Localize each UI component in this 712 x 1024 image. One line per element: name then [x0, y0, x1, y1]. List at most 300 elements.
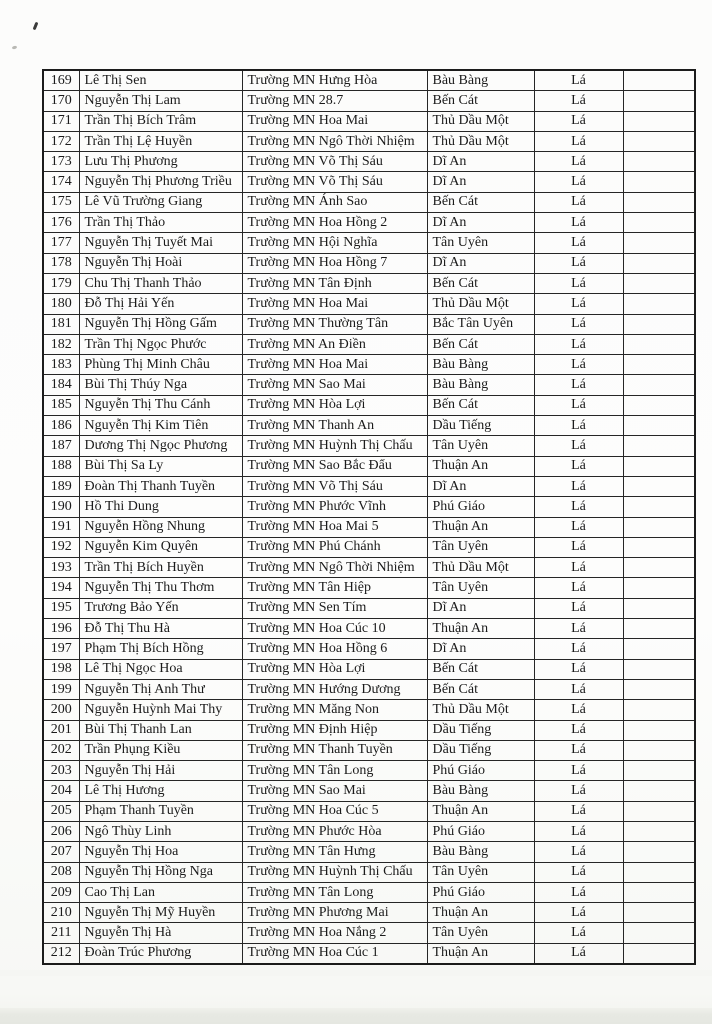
cell-person-name: Đỗ Thị Thu Hà [79, 619, 242, 639]
cell-row-number: 173 [43, 152, 79, 172]
cell-grade: Lá [534, 537, 623, 557]
cell-district: Bến Cát [427, 659, 534, 679]
cell-district: Bắc Tân Uyên [427, 314, 534, 334]
cell-school: Trường MN Hội Nghĩa [242, 233, 427, 253]
cell-note [623, 619, 695, 639]
cell-row-number: 195 [43, 598, 79, 618]
table-row [43, 111, 695, 131]
cell-person-name: Nguyễn Thị Hồng Nga [79, 862, 242, 882]
cell-person-name: Phạm Thanh Tuyền [79, 801, 242, 821]
cell-district: Tân Uyên [427, 537, 534, 557]
cell-grade: Lá [534, 253, 623, 273]
table-row [43, 761, 695, 781]
cell-grade: Lá [534, 578, 623, 598]
table-row [43, 131, 695, 151]
table-row [43, 476, 695, 496]
cell-grade: Lá [534, 821, 623, 841]
cell-note [623, 192, 695, 212]
cell-note [623, 476, 695, 496]
cell-person-name: Nguyễn Thị Hải [79, 761, 242, 781]
cell-note [623, 923, 695, 943]
cell-note [623, 537, 695, 557]
cell-grade: Lá [534, 436, 623, 456]
cell-district: Bến Cát [427, 334, 534, 354]
cell-school: Trường MN Định Hiệp [242, 720, 427, 740]
cell-note [623, 91, 695, 111]
cell-row-number: 207 [43, 842, 79, 862]
cell-grade: Lá [534, 781, 623, 801]
table-row [43, 334, 695, 354]
cell-grade: Lá [534, 923, 623, 943]
cell-district: Thủ Dầu Một [427, 111, 534, 131]
cell-row-number: 181 [43, 314, 79, 334]
cell-row-number: 202 [43, 740, 79, 760]
cell-person-name: Lê Thị Sen [79, 70, 242, 91]
cell-school: Trường MN Võ Thị Sáu [242, 172, 427, 192]
cell-person-name: Bùi Thị Thanh Lan [79, 720, 242, 740]
cell-person-name: Chu Thị Thanh Thảo [79, 273, 242, 293]
cell-school: Trường MN Sao Mai [242, 781, 427, 801]
cell-district: Dĩ An [427, 213, 534, 233]
cell-person-name: Trần Thị Bích Huyền [79, 558, 242, 578]
cell-district: Thuận An [427, 943, 534, 964]
table-row [43, 903, 695, 923]
cell-person-name: Trần Phụng Kiều [79, 740, 242, 760]
cell-row-number: 204 [43, 781, 79, 801]
cell-school: Trường MN Tân Định [242, 273, 427, 293]
cell-note [623, 70, 695, 91]
cell-note [623, 517, 695, 537]
cell-note [623, 395, 695, 415]
cell-district: Bàu Bàng [427, 375, 534, 395]
cell-district: Tân Uyên [427, 578, 534, 598]
cell-district: Bàu Bàng [427, 842, 534, 862]
cell-grade: Lá [534, 476, 623, 496]
cell-grade: Lá [534, 679, 623, 699]
cell-school: Trường MN Tân Long [242, 761, 427, 781]
cell-district: Bến Cát [427, 395, 534, 415]
cell-row-number: 185 [43, 395, 79, 415]
cell-note [623, 943, 695, 964]
cell-row-number: 188 [43, 456, 79, 476]
cell-person-name: Nguyễn Hồng Nhung [79, 517, 242, 537]
table-row [43, 294, 695, 314]
cell-district: Dĩ An [427, 476, 534, 496]
cell-district: Bàu Bàng [427, 70, 534, 91]
cell-row-number: 176 [43, 213, 79, 233]
cell-row-number: 211 [43, 923, 79, 943]
cell-grade: Lá [534, 639, 623, 659]
table-row [43, 192, 695, 212]
table-row [43, 497, 695, 517]
cell-school: Trường MN Hoa Hồng 6 [242, 639, 427, 659]
cell-school: Trường MN Tân Long [242, 882, 427, 902]
cell-district: Bến Cát [427, 192, 534, 212]
cell-note [623, 314, 695, 334]
cell-grade: Lá [534, 517, 623, 537]
cell-row-number: 175 [43, 192, 79, 212]
cell-school: Trường MN Hướng Dương [242, 679, 427, 699]
cell-district: Thuận An [427, 619, 534, 639]
cell-grade: Lá [534, 801, 623, 821]
cell-note [623, 679, 695, 699]
cell-school: Trường MN Hoa Nắng 2 [242, 923, 427, 943]
cell-grade: Lá [534, 761, 623, 781]
cell-row-number: 191 [43, 517, 79, 537]
cell-person-name: Dương Thị Ngọc Phương [79, 436, 242, 456]
table-row [43, 679, 695, 699]
cell-school: Trường MN Ánh Sao [242, 192, 427, 212]
cell-row-number: 180 [43, 294, 79, 314]
cell-person-name: Trương Bảo Yến [79, 598, 242, 618]
cell-row-number: 203 [43, 761, 79, 781]
cell-note [623, 821, 695, 841]
cell-district: Bàu Bàng [427, 781, 534, 801]
cell-note [623, 862, 695, 882]
cell-grade: Lá [534, 598, 623, 618]
cell-person-name: Cao Thị Lan [79, 882, 242, 902]
cell-grade: Lá [534, 233, 623, 253]
cell-note [623, 152, 695, 172]
cell-district: Dầu Tiếng [427, 720, 534, 740]
cell-note [623, 253, 695, 273]
cell-row-number: 171 [43, 111, 79, 131]
table-row [43, 355, 695, 375]
cell-row-number: 201 [43, 720, 79, 740]
cell-row-number: 170 [43, 91, 79, 111]
cell-district: Dầu Tiếng [427, 740, 534, 760]
table-row [43, 233, 695, 253]
cell-row-number: 206 [43, 821, 79, 841]
table-row [43, 558, 695, 578]
cell-school: Trường MN Hòa Lợi [242, 659, 427, 679]
cell-person-name: Nguyễn Thị Hồng Gấm [79, 314, 242, 334]
cell-note [623, 233, 695, 253]
cell-note [623, 761, 695, 781]
cell-person-name: Nguyễn Kim Quyên [79, 537, 242, 557]
cell-school: Trường MN 28.7 [242, 91, 427, 111]
cell-grade: Lá [534, 172, 623, 192]
cell-note [623, 334, 695, 354]
table-row [43, 375, 695, 395]
cell-district: Dĩ An [427, 253, 534, 273]
cell-note [623, 659, 695, 679]
cell-person-name: Lê Thị Hương [79, 781, 242, 801]
cell-district: Phú Giáo [427, 882, 534, 902]
cell-district: Thuận An [427, 903, 534, 923]
cell-note [623, 720, 695, 740]
cell-district: Thủ Dầu Một [427, 294, 534, 314]
cell-row-number: 177 [43, 233, 79, 253]
cell-grade: Lá [534, 456, 623, 476]
cell-note [623, 497, 695, 517]
cell-row-number: 184 [43, 375, 79, 395]
cell-row-number: 192 [43, 537, 79, 557]
cell-note [623, 213, 695, 233]
cell-district: Bàu Bàng [427, 355, 534, 375]
cell-grade: Lá [534, 314, 623, 334]
cell-person-name: Nguyễn Thị Lam [79, 91, 242, 111]
cell-school: Trường MN Hoa Hồng 7 [242, 253, 427, 273]
cell-district: Thuận An [427, 517, 534, 537]
cell-row-number: 169 [43, 70, 79, 91]
cell-school: Trường MN Hưng Hòa [242, 70, 427, 91]
cell-grade: Lá [534, 659, 623, 679]
cell-grade: Lá [534, 355, 623, 375]
cell-school: Trường MN Phú Chánh [242, 537, 427, 557]
cell-row-number: 182 [43, 334, 79, 354]
scan-speck-icon [33, 22, 39, 31]
cell-school: Trường MN Hòa Lợi [242, 395, 427, 415]
cell-district: Bến Cát [427, 273, 534, 293]
cell-note [623, 903, 695, 923]
cell-school: Trường MN Võ Thị Sáu [242, 152, 427, 172]
cell-school: Trường MN Măng Non [242, 700, 427, 720]
cell-grade: Lá [534, 862, 623, 882]
table-row [43, 395, 695, 415]
cell-district: Dĩ An [427, 152, 534, 172]
cell-person-name: Nguyễn Huỳnh Mai Thy [79, 700, 242, 720]
cell-note [623, 172, 695, 192]
cell-grade: Lá [534, 131, 623, 151]
cell-grade: Lá [534, 294, 623, 314]
cell-district: Thuận An [427, 801, 534, 821]
table-row [43, 882, 695, 902]
cell-grade: Lá [534, 720, 623, 740]
cell-note [623, 294, 695, 314]
cell-school: Trường MN Phương Mai [242, 903, 427, 923]
cell-row-number: 198 [43, 659, 79, 679]
cell-grade: Lá [534, 395, 623, 415]
cell-person-name: Nguyễn Thị Hà [79, 923, 242, 943]
table-row [43, 253, 695, 273]
scan-shadow-strip [0, 970, 712, 976]
cell-person-name: Đỗ Thị Hải Yến [79, 294, 242, 314]
cell-grade: Lá [534, 111, 623, 131]
cell-note [623, 740, 695, 760]
cell-district: Phú Giáo [427, 761, 534, 781]
cell-district: Dĩ An [427, 172, 534, 192]
table-row [43, 213, 695, 233]
scanner-edge-band [0, 1008, 712, 1024]
cell-school: Trường MN Thanh An [242, 416, 427, 436]
cell-district: Thủ Dầu Một [427, 700, 534, 720]
cell-school: Trường MN Phước Vĩnh [242, 497, 427, 517]
table-row [43, 659, 695, 679]
cell-grade: Lá [534, 375, 623, 395]
cell-person-name: Trần Thị Ngọc Phước [79, 334, 242, 354]
cell-note [623, 558, 695, 578]
cell-row-number: 187 [43, 436, 79, 456]
cell-school: Trường MN Hoa Cúc 5 [242, 801, 427, 821]
cell-grade: Lá [534, 700, 623, 720]
cell-note [623, 456, 695, 476]
cell-district: Dĩ An [427, 598, 534, 618]
cell-row-number: 186 [43, 416, 79, 436]
cell-note [623, 882, 695, 902]
table-row [43, 152, 695, 172]
cell-note [623, 111, 695, 131]
cell-school: Trường MN Sen Tím [242, 598, 427, 618]
table-row [43, 537, 695, 557]
cell-note [623, 436, 695, 456]
cell-person-name: Trần Thị Thảo [79, 213, 242, 233]
cell-school: Trường MN Hoa Cúc 10 [242, 619, 427, 639]
cell-row-number: 190 [43, 497, 79, 517]
cell-person-name: Nguyễn Thị Hoa [79, 842, 242, 862]
cell-person-name: Trần Thị Lệ Huyền [79, 131, 242, 151]
scan-speck-icon [12, 45, 18, 49]
cell-note [623, 131, 695, 151]
cell-row-number: 212 [43, 943, 79, 964]
cell-grade: Lá [534, 70, 623, 91]
cell-note [623, 578, 695, 598]
table-row [43, 619, 695, 639]
cell-grade: Lá [534, 213, 623, 233]
cell-person-name: Đoàn Trúc Phương [79, 943, 242, 964]
cell-grade: Lá [534, 558, 623, 578]
cell-grade: Lá [534, 497, 623, 517]
cell-note [623, 801, 695, 821]
cell-grade: Lá [534, 334, 623, 354]
cell-school: Trường MN Phước Hòa [242, 821, 427, 841]
cell-school: Trường MN Hoa Mai 5 [242, 517, 427, 537]
table-row [43, 639, 695, 659]
cell-note [623, 842, 695, 862]
cell-school: Trường MN Thanh Tuyền [242, 740, 427, 760]
cell-district: Tân Uyên [427, 923, 534, 943]
cell-row-number: 197 [43, 639, 79, 659]
table-row [43, 416, 695, 436]
cell-row-number: 193 [43, 558, 79, 578]
table-row [43, 821, 695, 841]
cell-school: Trường MN Hoa Hồng 2 [242, 213, 427, 233]
cell-person-name: Phạm Thị Bích Hồng [79, 639, 242, 659]
cell-school: Trường MN Hoa Cúc 1 [242, 943, 427, 964]
table-row [43, 862, 695, 882]
cell-district: Tân Uyên [427, 233, 534, 253]
cell-person-name: Lê Thị Ngọc Hoa [79, 659, 242, 679]
cell-note [623, 355, 695, 375]
cell-grade: Lá [534, 619, 623, 639]
table-row [43, 517, 695, 537]
cell-grade: Lá [534, 273, 623, 293]
cell-person-name: Nguyễn Thị Kim Tiên [79, 416, 242, 436]
cell-note [623, 700, 695, 720]
cell-row-number: 178 [43, 253, 79, 273]
table-row [43, 801, 695, 821]
cell-school: Trường MN Hoa Mai [242, 355, 427, 375]
cell-row-number: 199 [43, 679, 79, 699]
cell-school: Trường MN Sao Bắc Đẩu [242, 456, 427, 476]
cell-person-name: Nguyễn Thị Tuyết Mai [79, 233, 242, 253]
table-row [43, 436, 695, 456]
cell-district: Bến Cát [427, 91, 534, 111]
cell-person-name: Trần Thị Bích Trâm [79, 111, 242, 131]
cell-person-name: Đoàn Thị Thanh Tuyền [79, 476, 242, 496]
cell-district: Tân Uyên [427, 436, 534, 456]
roster-table-body [43, 70, 695, 964]
cell-person-name: Lê Vũ Trường Giang [79, 192, 242, 212]
cell-row-number: 194 [43, 578, 79, 598]
table-row [43, 273, 695, 293]
cell-person-name: Nguyễn Thị Hoài [79, 253, 242, 273]
cell-grade: Lá [534, 192, 623, 212]
cell-person-name: Nguyễn Thị Thu Thơm [79, 578, 242, 598]
table-row [43, 700, 695, 720]
cell-row-number: 183 [43, 355, 79, 375]
cell-school: Trường MN Võ Thị Sáu [242, 476, 427, 496]
cell-person-name: Nguyễn Thị Phương Triều [79, 172, 242, 192]
roster-table [42, 69, 696, 965]
cell-grade: Lá [534, 416, 623, 436]
cell-school: Trường MN Tân Hiệp [242, 578, 427, 598]
cell-district: Thuận An [427, 456, 534, 476]
table-row [43, 598, 695, 618]
cell-district: Thủ Dầu Một [427, 558, 534, 578]
table-row [43, 720, 695, 740]
cell-school: Trường MN Ngô Thời Nhiệm [242, 558, 427, 578]
table-row [43, 172, 695, 192]
cell-grade: Lá [534, 91, 623, 111]
cell-grade: Lá [534, 842, 623, 862]
cell-row-number: 210 [43, 903, 79, 923]
cell-district: Phú Giáo [427, 497, 534, 517]
cell-person-name: Bùi Thị Sa Ly [79, 456, 242, 476]
cell-school: Trường MN Sao Mai [242, 375, 427, 395]
cell-district: Phú Giáo [427, 821, 534, 841]
cell-school: Trường MN Ngô Thời Nhiệm [242, 131, 427, 151]
cell-row-number: 179 [43, 273, 79, 293]
cell-person-name: Nguyễn Thị Anh Thư [79, 679, 242, 699]
cell-district: Thủ Dầu Một [427, 131, 534, 151]
cell-note [623, 781, 695, 801]
cell-district: Bến Cát [427, 679, 534, 699]
cell-person-name: Ngô Thùy Linh [79, 821, 242, 841]
cell-note [623, 639, 695, 659]
cell-note [623, 598, 695, 618]
cell-grade: Lá [534, 740, 623, 760]
table-row [43, 842, 695, 862]
cell-district: Dầu Tiếng [427, 416, 534, 436]
table-row [43, 740, 695, 760]
cell-school: Trường MN Tân Hưng [242, 842, 427, 862]
table-row [43, 314, 695, 334]
cell-row-number: 205 [43, 801, 79, 821]
cell-district: Dĩ An [427, 639, 534, 659]
table-row [43, 781, 695, 801]
table-row [43, 578, 695, 598]
cell-school: Trường MN Huỳnh Thị Chấu [242, 862, 427, 882]
cell-person-name: Nguyễn Thị Mỹ Huyền [79, 903, 242, 923]
table-row [43, 70, 695, 91]
cell-row-number: 208 [43, 862, 79, 882]
cell-note [623, 375, 695, 395]
cell-district: Tân Uyên [427, 862, 534, 882]
table-row [43, 91, 695, 111]
table-row [43, 923, 695, 943]
cell-grade: Lá [534, 882, 623, 902]
cell-person-name: Bùi Thị Thúy Nga [79, 375, 242, 395]
cell-row-number: 200 [43, 700, 79, 720]
cell-person-name: Nguyễn Thị Thu Cánh [79, 395, 242, 415]
cell-grade: Lá [534, 152, 623, 172]
cell-row-number: 172 [43, 131, 79, 151]
cell-person-name: Lưu Thị Phương [79, 152, 242, 172]
cell-row-number: 209 [43, 882, 79, 902]
cell-row-number: 189 [43, 476, 79, 496]
cell-row-number: 196 [43, 619, 79, 639]
